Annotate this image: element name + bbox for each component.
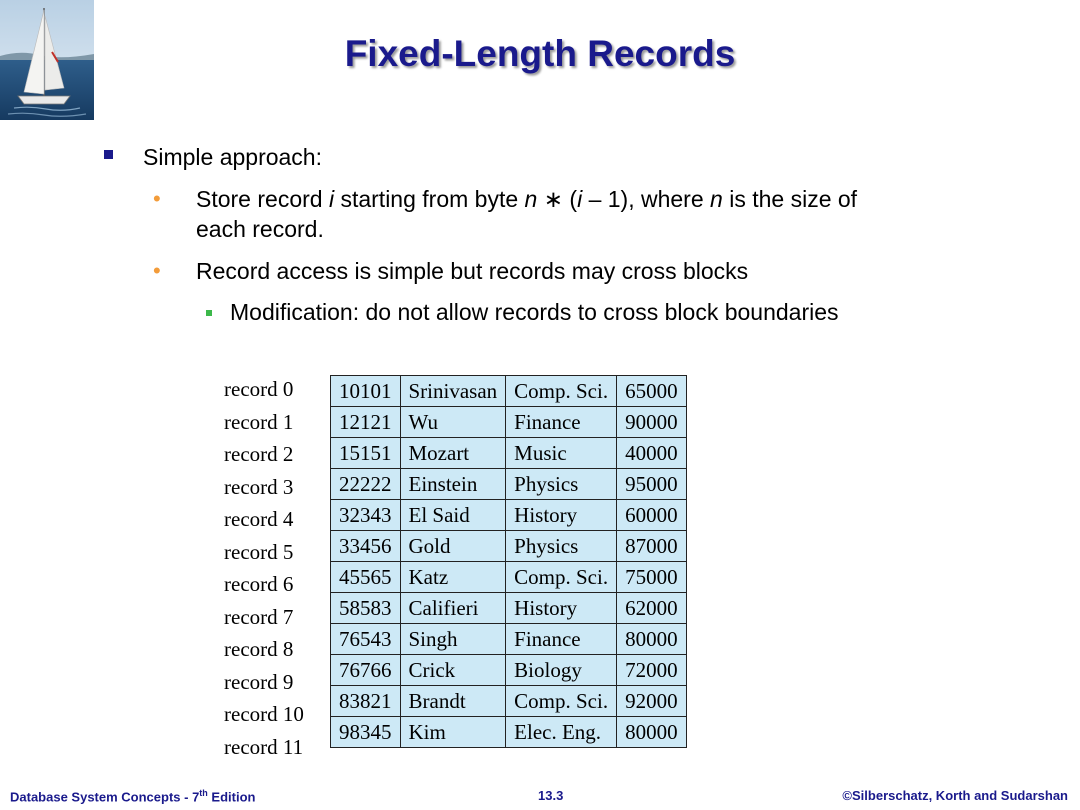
id-cell: 32343: [331, 500, 401, 531]
table-row: [331, 500, 687, 531]
id-cell: 76543: [331, 624, 401, 655]
slide-footer: [0, 788, 1080, 806]
dept-cell: Comp. Sci.: [506, 686, 617, 717]
slide-title: Fixed-Length Records: [344, 33, 736, 74]
dept-cell: Physics: [506, 531, 617, 562]
record-label: record 8: [224, 637, 294, 661]
name-cell: El Said: [400, 500, 506, 531]
record-label: record 2: [224, 442, 294, 466]
small-square-bullet-icon: [206, 310, 212, 316]
name-cell: Wu: [400, 407, 506, 438]
name-cell: Kim: [400, 717, 506, 748]
dept-cell: Finance: [506, 624, 617, 655]
salary-cell: 92000: [617, 686, 687, 717]
dept-cell: Biology: [506, 655, 617, 686]
dept-cell: Comp. Sci.: [506, 376, 617, 407]
id-cell: 98345: [331, 717, 401, 748]
bullet-record-access: Record access is simple but records may cross blocks: [196, 258, 749, 284]
record-label: record 9: [224, 669, 294, 694]
salary-cell: 95000: [617, 469, 687, 500]
record-label: record 6: [224, 572, 294, 596]
name-cell: Einstein: [400, 469, 506, 500]
name-cell: Srinivasan: [400, 376, 506, 407]
dept-cell: History: [506, 500, 617, 531]
name-cell: Crick: [400, 655, 506, 686]
dot-bullet-icon: •: [153, 258, 161, 283]
id-cell: 33456: [331, 531, 401, 562]
id-cell: 12121: [331, 407, 401, 438]
name-cell: Mozart: [400, 438, 506, 469]
dept-cell: Comp. Sci.: [506, 562, 617, 593]
salary-cell: 60000: [617, 500, 687, 531]
salary-cell: 65000: [617, 376, 687, 407]
bullet-store-record: Store record i starting from byte n ∗ (i – 1), where n is the size of each record.: [196, 186, 858, 242]
table-row: [331, 562, 687, 593]
table-row: [331, 655, 687, 686]
bullet-simple-approach: Simple approach:: [143, 144, 322, 170]
name-cell: Califieri: [400, 593, 506, 624]
salary-cell: 75000: [617, 562, 687, 593]
name-cell: Katz: [400, 562, 506, 593]
footer-copyright: ©Silberschatz, Korth and Sudarshan: [842, 788, 1068, 803]
footer-slide-number: 13.3: [538, 788, 564, 803]
table-row: [331, 686, 687, 717]
name-cell: Brandt: [400, 686, 506, 717]
records-table: [330, 375, 687, 748]
name-cell: Gold: [400, 531, 506, 562]
record-label: record 0: [224, 377, 294, 401]
dept-cell: Music: [506, 438, 617, 469]
id-cell: 83821: [331, 686, 401, 717]
table-row: [331, 469, 687, 500]
dept-cell: Physics: [506, 469, 617, 500]
dot-bullet-icon: •: [153, 186, 161, 211]
record-label: record 3: [224, 474, 294, 499]
dept-cell: Elec. Eng.: [506, 717, 617, 748]
salary-cell: 80000: [617, 717, 687, 748]
salary-cell: 80000: [617, 624, 687, 655]
id-cell: 10101: [331, 376, 401, 407]
table-row: [331, 376, 687, 407]
id-cell: 45565: [331, 562, 401, 593]
id-cell: 76766: [331, 655, 401, 686]
salary-cell: 72000: [617, 655, 687, 686]
dept-cell: History: [506, 593, 617, 624]
table-row: [331, 593, 687, 624]
name-cell: Singh: [400, 624, 506, 655]
record-label: record 4: [224, 507, 294, 531]
salary-cell: 40000: [617, 438, 687, 469]
table-row: [331, 531, 687, 562]
salary-cell: 87000: [617, 531, 687, 562]
record-label: record 1: [224, 409, 294, 434]
table-row: [331, 438, 687, 469]
id-cell: 15151: [331, 438, 401, 469]
id-cell: 22222: [331, 469, 401, 500]
table-row: [331, 407, 687, 438]
record-label: record 7: [224, 604, 294, 629]
square-bullet-icon: [104, 150, 113, 159]
table-row: [331, 717, 687, 748]
table-row: [331, 624, 687, 655]
bullet-modification: Modification: do not allow records to cross block boundaries: [230, 299, 839, 325]
salary-cell: 90000: [617, 407, 687, 438]
record-label: record 11: [224, 734, 304, 759]
record-label: record 5: [224, 539, 294, 564]
dept-cell: Finance: [506, 407, 617, 438]
record-label: record 10: [224, 702, 304, 726]
id-cell: 58583: [331, 593, 401, 624]
footer-book-title: Database System Concepts - 7th Edition: [10, 788, 256, 805]
salary-cell: 62000: [617, 593, 687, 624]
